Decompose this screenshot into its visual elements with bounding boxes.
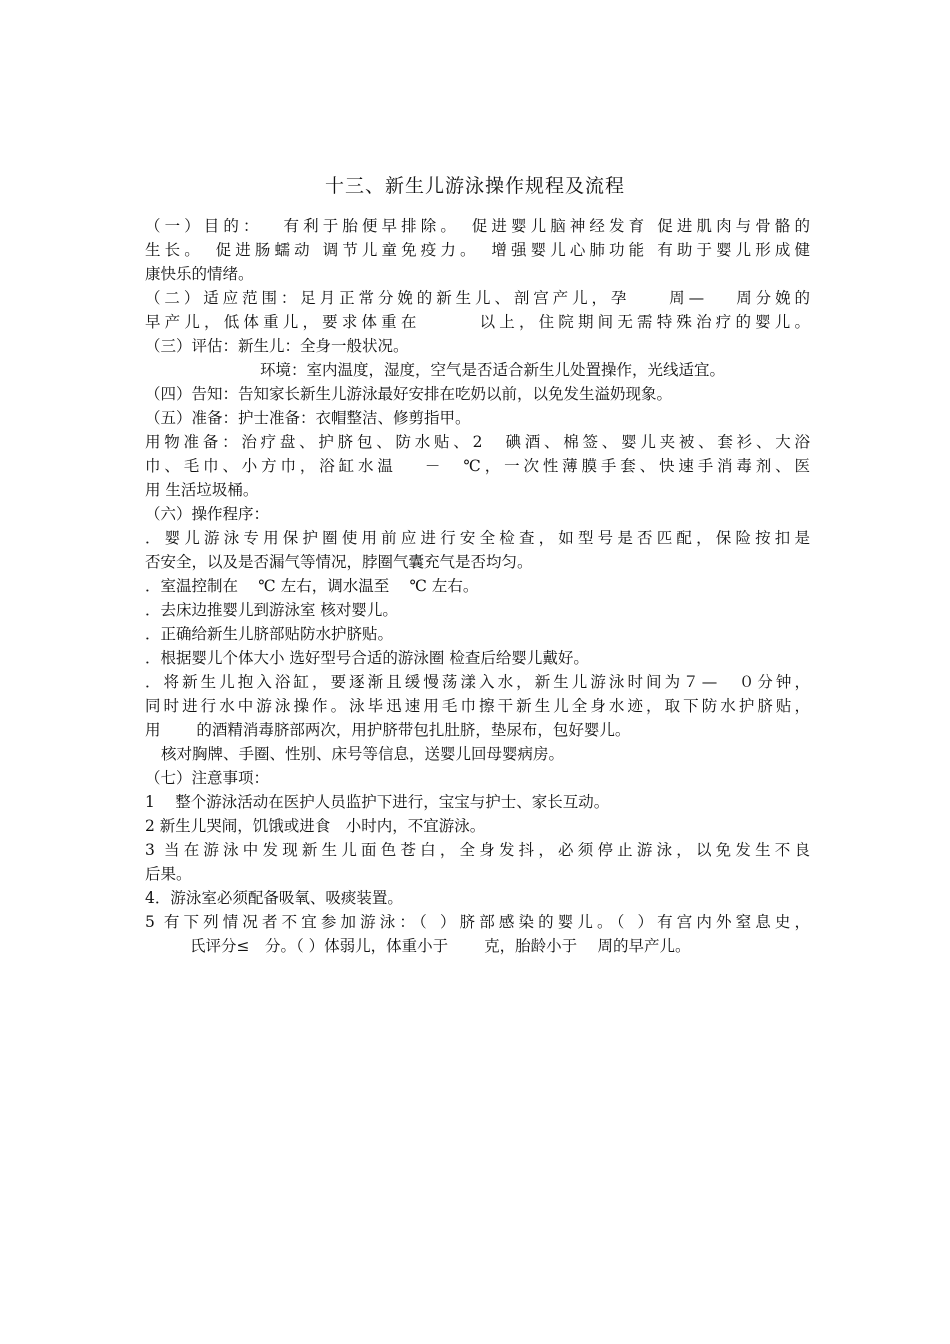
supplies-line-3: 用 生活垃圾桶。 [145,481,259,499]
procedure-step-6-line-3: 用 的酒精消毒脐部两次，用护脐带包扎肚脐，垫尿布，包好婴儿。 [145,721,631,739]
note-3-line-1: 3 当在游泳中发现新生儿面色苍白，全身发抖，必须停止游泳，以免发生不良 [145,841,810,859]
procedure-step-5: ．根据婴儿个体大小 选好型号合适的游泳圈 检查后给婴儿戴好。 [145,649,589,667]
scope-line-2: 早产儿，低体重儿，要求体重在 以上，住院期间无需特殊治疗的婴儿。 [145,313,810,331]
purpose-line-1: （一）目的： 有利于胎便早排除。 促进婴儿脑神经发育 促进肌肉与骨骼的 [145,217,810,235]
procedure-step-6-line-1: ．将新生儿抱入浴缸，要逐渐且缓慢荡漾入水，新生儿游泳时间为７— ０分钟， [145,673,810,691]
procedure-step-2: ．室温控制在 ℃ 左右，调水温至 ℃ 左右。 [145,577,479,595]
supplies-line-1: 用物准备：治疗盘、护脐包、防水贴、2 碘酒、棉签、婴儿夹被、套衫、大浴 [145,433,810,451]
procedure-step-6-line-2: 同时进行水中游泳操作。泳毕迅速用毛巾擦干新生儿全身水迹，取下防水护脐贴， [145,697,810,715]
supplies-line-2: 巾、毛巾、小方巾，浴缸水温 － ℃，一次性薄膜手套、快速手消毒剂、医 [145,457,810,475]
note-1: 1 整个游泳活动在医护人员监护下进行，宝宝与护士、家长互动。 [145,793,610,811]
procedure-step-4: ．正确给新生儿脐部贴防水护脐贴。 [145,625,394,643]
procedure-step-3: ．去床边推婴儿到游泳室 核对婴儿。 [145,601,398,619]
procedure-heading: （六）操作程序： [145,505,270,523]
notification-line: （四）告知：告知家长新生儿游泳最好安排在吃奶以前，以免发生溢奶现象。 [145,385,673,403]
assessment-line-2: 环境：室内温度，湿度，空气是否适合新生儿处置操作，光线适宜。 [260,361,726,379]
document-body [145,214,810,958]
note-2: 2 新生儿哭闹，饥饿或进食 小时内，不宜游泳。 [145,817,486,835]
notes-heading: （七）注意事项： [145,769,270,787]
assessment-line-1: （三）评估：新生儿：全身一般状况。 [145,337,409,355]
note-3-line-2: 后果。 [145,865,192,883]
purpose-line-2: 生长。 促进肠蠕动 调节儿童免疫力。 增强婴儿心肺功能 有助于婴儿形成健 [145,241,810,259]
procedure-step-1-line-2: 否安全，以及是否漏气等情况，脖圈气囊充气是否均匀。 [145,553,533,571]
document-title: 十三、新生儿游泳操作规程及流程 [324,175,625,197]
scope-line-1: （二）适应范围：足月正常分娩的新生儿、剖宫产儿，孕 周— 周分娩的 [145,289,810,307]
note-5-line-2: 氏评分≤ 分。（ ）体弱儿，体重小于 克，胎龄小于 周的早产儿。 [190,937,691,955]
procedure-step-7: 核对胸牌、手圈、性别、床号等信息，送婴儿回母婴病房。 [161,745,565,763]
procedure-step-1-line-1: ．婴儿游泳专用保护圈使用前应进行安全检查，如型号是否匹配，保险按扣是 [145,529,810,547]
preparation-line-1: （五）准备：护士准备：衣帽整洁、修剪指甲。 [145,409,471,427]
purpose-line-3: 康快乐的情绪。 [145,265,254,283]
note-4: 4．游泳室必须配备吸氧、吸痰装置。 [145,889,403,907]
note-5-line-1: 5 有下列情况者不宜参加游泳：（ ）脐部感染的婴儿。（ ）有宫内外窒息史， [145,913,810,931]
